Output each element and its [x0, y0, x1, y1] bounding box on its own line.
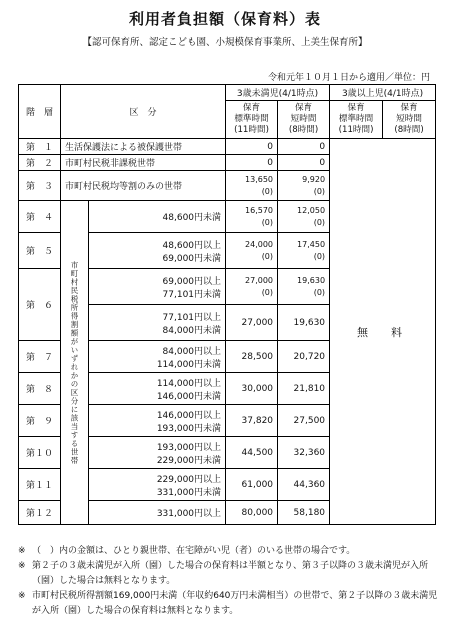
fee-table — [18, 84, 436, 525]
rank-cell: 第 ２ — [19, 155, 61, 171]
fee-short: 12,050 (0) — [278, 201, 330, 233]
fee-standard: 0 — [226, 139, 278, 155]
page-subtitle: 【認可保育所、認定こども園、小規模保育事業所、上美生保育所】 — [82, 37, 368, 48]
fee-standard: 61,000 — [226, 469, 278, 501]
income-range: 77,101円以上 84,000円未満 — [89, 305, 226, 341]
category-cell: 市町村民税均等割のみの世帯 — [61, 171, 226, 201]
fee-short: 17,450 (0) — [278, 233, 330, 269]
rank-cell: 第 ７ — [19, 341, 61, 373]
fee-short: 0 — [278, 155, 330, 171]
header-over3: 3歳以上児(4/1時点) — [330, 85, 436, 101]
header-category: 区 分 — [61, 85, 226, 139]
page-title: 利用者負担額（保育料）表 — [128, 10, 321, 28]
rank-cell: 第 ４ — [19, 201, 61, 233]
header-rank: 階 層 — [19, 85, 61, 139]
fee-standard: 27,000 — [226, 305, 278, 341]
vertical-label: 市町村民税所得割額がいずれかの区分に該当する世帯 — [70, 260, 79, 465]
vertical-label-cell — [61, 201, 89, 525]
fee-short: 32,360 — [278, 437, 330, 469]
income-range: 84,000円以上 114,000円未満 — [89, 341, 226, 373]
fee-short: 19,630 (0) — [278, 269, 330, 305]
rank-cell: 第 １ — [19, 139, 61, 155]
income-range: 146,000円以上 193,000円未満 — [89, 405, 226, 437]
header-over3-standard: 保育 標準時間 (11時間) — [330, 101, 383, 139]
fee-standard: 44,500 — [226, 437, 278, 469]
income-range: 48,600円以上 69,000円未満 — [89, 233, 226, 269]
note-item: ※ （ ）内の金額は、ひとり親世帯、在宅障がい児（者）のいる世帯の場合です。 — [18, 546, 356, 556]
fee-short: 27,500 — [278, 405, 330, 437]
income-range: 114,000円以上 146,000円未満 — [89, 373, 226, 405]
header-under3-standard: 保育 標準時間 (11時間) — [226, 101, 278, 139]
fee-standard: 24,000 (0) — [226, 233, 278, 269]
note-item: ※ 市町村民税所得割額169,000円未満（年収約640万円未満相当）の世帯で、第２子以降の３歳未満児が入所（園）した場合の保育料は無料となります。 — [18, 591, 438, 616]
fee-short: 19,630 — [278, 305, 330, 341]
fee-short: 44,360 — [278, 469, 330, 501]
note-item: ※ 第２子の３歳未満児が入所（園）した場合の保育料は半額となり、第３子以降の３歳未満児が入所（園）した場合は無料となります。 — [18, 561, 429, 586]
header-under3: 3歳未満児(4/1時点) — [226, 85, 330, 101]
fee-short: 9,920 (0) — [278, 171, 330, 201]
category-cell: 生活保護法による被保護世帯 — [61, 139, 226, 155]
fee-standard: 80,000 — [226, 501, 278, 525]
category-cell: 市町村民税非課税世帯 — [61, 155, 226, 171]
header-over3-short: 保育 短時間 (8時間) — [383, 101, 436, 139]
fee-standard: 28,500 — [226, 341, 278, 373]
effective-date-unit: 令和元年１０月１日から適用／単位：円 — [267, 73, 430, 83]
fee-short: 58,180 — [278, 501, 330, 525]
fee-standard: 30,000 — [226, 373, 278, 405]
fee-short: 20,720 — [278, 341, 330, 373]
income-range: 69,000円以上 77,101円未満 — [89, 269, 226, 305]
fee-standard: 13,650 (0) — [226, 171, 278, 201]
fee-short: 21,810 — [278, 373, 330, 405]
rank-cell: 第 ６ — [19, 269, 61, 341]
header-under3-short: 保育 短時間 (8時間) — [278, 101, 330, 139]
rank-cell: 第１２ — [19, 501, 61, 525]
fee-short: 0 — [278, 139, 330, 155]
free-label: 無 料 — [330, 139, 436, 525]
income-range: 193,000円以上 229,000円未満 — [89, 437, 226, 469]
rank-cell: 第 ９ — [19, 405, 61, 437]
rank-cell: 第 ８ — [19, 373, 61, 405]
rank-cell: 第 ３ — [19, 171, 61, 201]
notes — [18, 544, 438, 619]
fee-standard: 16,570 (0) — [226, 201, 278, 233]
fee-standard: 27,000 (0) — [226, 269, 278, 305]
fee-standard: 0 — [226, 155, 278, 171]
table-row — [19, 139, 436, 155]
rank-cell: 第１０ — [19, 437, 61, 469]
income-range: 229,000円以上 331,000円未満 — [89, 469, 226, 501]
rank-cell: 第 ５ — [19, 233, 61, 269]
rank-cell: 第１１ — [19, 469, 61, 501]
fee-standard: 37,820 — [226, 405, 278, 437]
income-range: 48,600円未満 — [89, 201, 226, 233]
income-range: 331,000円以上 — [89, 501, 226, 525]
